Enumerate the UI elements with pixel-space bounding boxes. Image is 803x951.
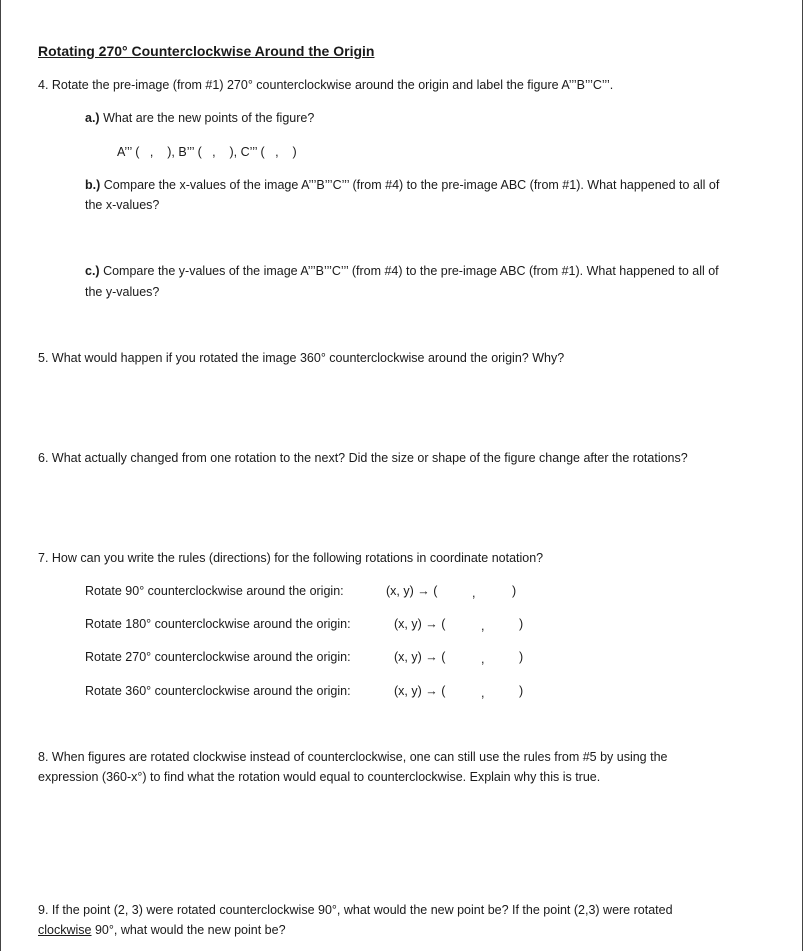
rule-expression: (x, y) → ( (394, 684, 446, 698)
rule-expression: (x, y) → ( (386, 584, 438, 598)
question-4c-label: c.) (85, 264, 100, 278)
question-4c-line1 (85, 263, 719, 279)
question-8-line2: expression (360-x°) to find what the rotation would equal to counterclockwise. Explain why this is true. (38, 770, 601, 784)
rule-label: Rotate 180° counterclockwise around the origin: (85, 617, 351, 631)
page-title: Rotating 270° Counterclockwise Around the Origin (38, 43, 375, 59)
rule-comma: , (472, 586, 476, 600)
question-8-line1: 8. When figures are rotated clockwise instead of counterclockwise, one can still use the rules from #5 by using the (38, 750, 668, 764)
rule-comma: , (481, 619, 485, 633)
question-9-line2-rest: 90°, what would the new point be? (91, 923, 286, 937)
question-4b-text: Compare the x-values of the image A’’’B’’’C’’’ (from #4) to the pre-image ABC (from #1). What happened to all of (100, 178, 720, 192)
question-4-prompt: 4. Rotate the pre-image (from #1) 270° counterclockwise around the origin and label the figure A’’’B’’’C’’’. (38, 78, 614, 92)
rule-close-paren: ) (512, 584, 517, 598)
question-6: 6. What actually changed from one rotation to the next? Did the size or shape of the figure change after the rotations? (38, 451, 688, 465)
question-4a-label: a.) (85, 111, 100, 125)
question-4b-label: b.) (85, 178, 101, 192)
question-4a-text: What are the new points of the figure? (99, 111, 315, 125)
rule-expression: (x, y) → ( (394, 650, 446, 664)
question-4a (85, 110, 314, 126)
question-4c-text: Compare the y-values of the image A’’’B’’’C’’’ (from #4) to the pre-image ABC (from #1). What happened to all of (99, 264, 719, 278)
rule-label: Rotate 360° counterclockwise around the origin: (85, 684, 351, 698)
rule-close-paren: ) (519, 684, 524, 698)
rule-close-paren: ) (519, 617, 524, 631)
question-9-line2 (38, 922, 286, 938)
rule-label: Rotate 90° counterclockwise around the origin: (85, 584, 344, 598)
question-5: 5. What would happen if you rotated the image 360° counterclockwise around the origin? Why? (38, 351, 565, 365)
clockwise-underlined: clockwise (38, 923, 92, 937)
rule-comma: , (481, 686, 485, 700)
rule-label: Rotate 270° counterclockwise around the origin: (85, 650, 351, 664)
question-4b-line1 (85, 177, 719, 193)
question-4c-line2: the y-values? (85, 285, 160, 299)
question-7-prompt: 7. How can you write the rules (directions) for the following rotations in coordinate notation? (38, 551, 544, 565)
question-4b-line2: the x-values? (85, 198, 160, 212)
rule-close-paren: ) (519, 650, 524, 664)
rule-expression: (x, y) → ( (394, 617, 446, 631)
question-9-line1: 9. If the point (2, 3) were rotated counterclockwise 90°, what would the new point be? If the point (2,3) were rotated (38, 903, 673, 917)
rule-comma: , (481, 652, 485, 666)
new-points-line: A’’’ ( , ), B’’’ ( , ), C’’’ ( , ) (117, 145, 297, 159)
